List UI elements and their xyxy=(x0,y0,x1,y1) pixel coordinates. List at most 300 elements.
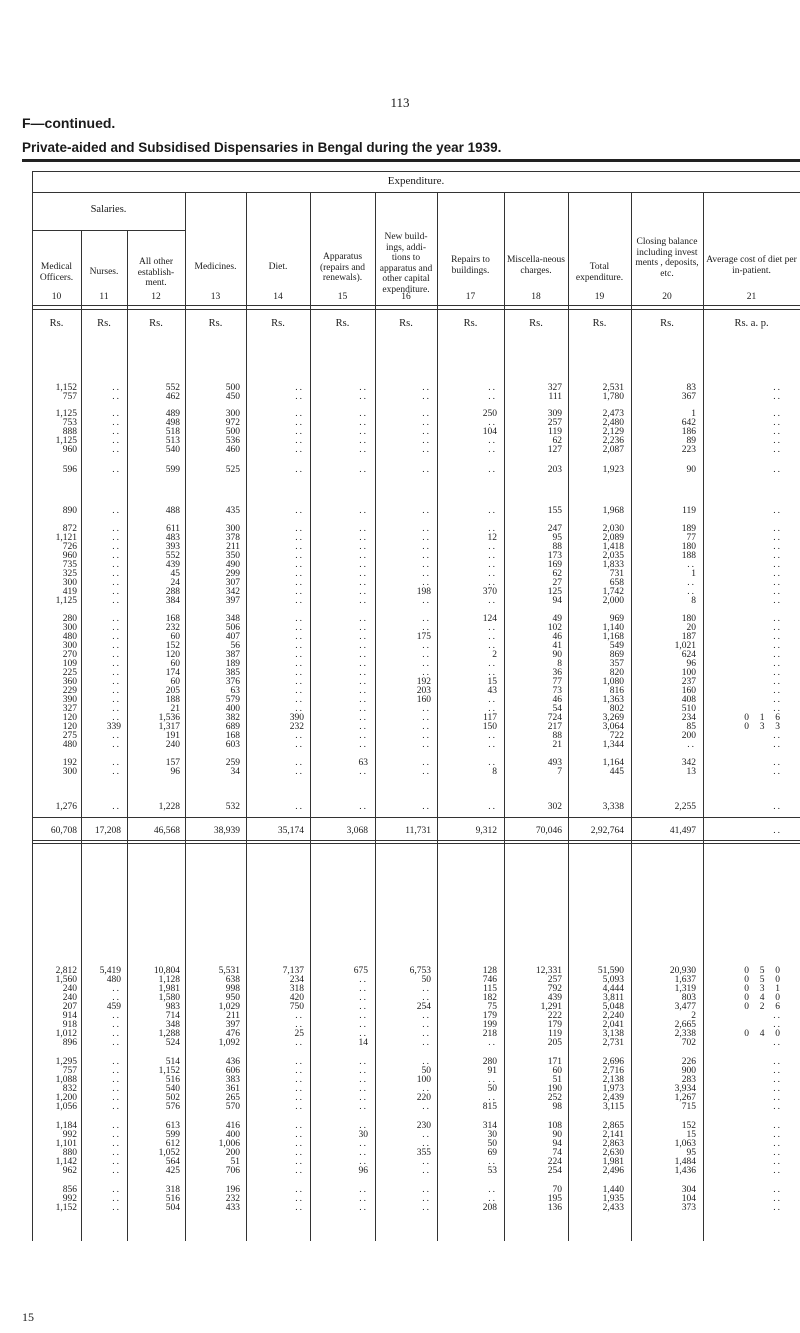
table-cell: 69 xyxy=(487,1148,497,1158)
table-cell: 803 xyxy=(681,993,696,1003)
table-cell: 247 xyxy=(547,524,562,534)
table-cell: 240 xyxy=(62,993,77,1003)
table-cell: .. xyxy=(488,1194,497,1204)
table-cell: 579 xyxy=(225,695,240,705)
table-cell: 355 xyxy=(416,1148,431,1158)
table-cell: 109 xyxy=(62,659,77,669)
table-cell: .. xyxy=(773,1157,782,1167)
table-cell: .. xyxy=(359,418,368,428)
table-cell: .. xyxy=(422,1011,431,1021)
table-cell: .. xyxy=(359,614,368,624)
table-cell: .. xyxy=(359,578,368,588)
table-cell: 998 xyxy=(225,984,240,994)
table-cell: .. xyxy=(488,704,497,714)
table-cell: .. xyxy=(295,1185,304,1195)
table-cell: 435 xyxy=(225,506,240,516)
table-cell: .. xyxy=(422,1139,431,1149)
table-cell: .. xyxy=(112,1029,121,1039)
table-row xyxy=(0,392,800,402)
table-cell: .. xyxy=(112,1194,121,1204)
table-cell: 1,184 xyxy=(55,1121,77,1131)
table-cell: .. xyxy=(488,1038,497,1048)
table-cell: .. xyxy=(359,632,368,642)
table-cell: 3,138 xyxy=(602,1029,624,1039)
table-cell: 1,436 xyxy=(674,1166,696,1176)
table-cell: 816 xyxy=(609,686,624,696)
table-cell: 1,012 xyxy=(55,1029,77,1039)
table-row xyxy=(0,1203,800,1213)
title-rule xyxy=(22,159,800,162)
unit-label: Rs. xyxy=(335,318,350,329)
table-cell: 237 xyxy=(681,677,696,687)
table-cell: .. xyxy=(295,551,304,561)
table-cell: 186 xyxy=(681,427,696,437)
col-number: 21 xyxy=(746,292,757,302)
table-cell: 962 xyxy=(62,1166,77,1176)
table-cell: .. xyxy=(422,1038,431,1048)
table-cell: .. xyxy=(295,542,304,552)
table-cell: 570 xyxy=(225,1102,240,1112)
table-cell: 77 xyxy=(552,677,562,687)
table-cell: 518 xyxy=(165,427,180,437)
table-cell: .. xyxy=(422,993,431,1003)
table-cell: .. xyxy=(773,1093,782,1103)
table-cell: 1,833 xyxy=(602,560,624,570)
table-cell: 1,276 xyxy=(55,802,77,812)
table-cell: .. xyxy=(112,1139,121,1149)
table-cell: 8 xyxy=(691,596,696,606)
table-cell: 150 xyxy=(482,722,497,732)
table-cell: .. xyxy=(359,560,368,570)
table-cell: 95 xyxy=(552,533,562,543)
table-cell: .. xyxy=(488,641,497,651)
table-cell: 9,312 xyxy=(475,826,497,836)
table-cell: 385 xyxy=(225,668,240,678)
table-cell: 85 xyxy=(686,722,696,732)
table-cell: 117 xyxy=(483,713,497,723)
table-cell: .. xyxy=(422,542,431,552)
table-cell: .. xyxy=(295,436,304,446)
table-cell: 168 xyxy=(165,614,180,624)
col-header-repairs: Repairs to buildings. xyxy=(451,255,490,276)
table-cell: 83 xyxy=(686,383,696,393)
table-cell: .. xyxy=(488,569,497,579)
table-cell: .. xyxy=(488,695,497,705)
table-cell: .. xyxy=(295,677,304,687)
table-cell: 0 4 0 xyxy=(744,1029,782,1039)
table-cell: 2,496 xyxy=(602,1166,624,1176)
table-cell: 62 xyxy=(552,569,562,579)
table-cell: .. xyxy=(359,596,368,606)
table-cell: 0 1 6 xyxy=(744,713,782,723)
table-cell: .. xyxy=(359,1066,368,1076)
table-cell: .. xyxy=(112,802,121,812)
table-cell: .. xyxy=(773,767,782,777)
table-cell: 152 xyxy=(165,641,180,651)
table-cell: 223 xyxy=(681,445,696,455)
table-cell: .. xyxy=(112,1130,121,1140)
table-cell: .. xyxy=(359,1075,368,1085)
table-cell: 15 xyxy=(686,1130,696,1140)
table-cell: 2,433 xyxy=(602,1203,624,1213)
table-cell: .. xyxy=(112,686,121,696)
table-cell: 169 xyxy=(547,560,562,570)
table-cell: 46,568 xyxy=(153,826,180,836)
table-cell: 173 xyxy=(547,551,562,561)
table-cell: 211 xyxy=(226,1011,240,1021)
table-cell: 390 xyxy=(62,695,77,705)
col-number: 13 xyxy=(210,292,221,302)
table-cell: 500 xyxy=(225,427,240,437)
table-cell: .. xyxy=(112,1066,121,1076)
table-cell: .. xyxy=(295,1011,304,1021)
table-cell: 1 xyxy=(691,569,696,579)
table-cell: 502 xyxy=(165,1093,180,1103)
table-cell: .. xyxy=(112,614,121,624)
table-row xyxy=(0,767,800,777)
table-cell: 397 xyxy=(225,596,240,606)
table-cell: .. xyxy=(112,533,121,543)
table-cell: .. xyxy=(773,659,782,669)
table-cell: 2,138 xyxy=(602,1075,624,1085)
table-cell: .. xyxy=(359,1194,368,1204)
table-cell: .. xyxy=(295,1148,304,1158)
table-cell: 77 xyxy=(686,533,696,543)
col-header-diet: Diet. xyxy=(268,262,288,272)
table-cell: .. xyxy=(422,1029,431,1039)
table-cell: 88 xyxy=(552,542,562,552)
table-cell: .. xyxy=(422,551,431,561)
table-cell: 382 xyxy=(225,713,240,723)
table-cell: .. xyxy=(359,551,368,561)
table-cell: 300 xyxy=(62,767,77,777)
table-cell: 1,580 xyxy=(158,993,180,1003)
table-cell: 265 xyxy=(225,1093,240,1103)
table-cell: .. xyxy=(773,551,782,561)
table-cell: .. xyxy=(488,1157,497,1167)
table-row xyxy=(0,740,800,750)
table-cell: 270 xyxy=(62,650,77,660)
table-cell: .. xyxy=(112,993,121,1003)
col-number: 18 xyxy=(531,292,541,302)
table-cell: 1,140 xyxy=(602,623,624,633)
table-cell: 232 xyxy=(165,623,180,633)
table-cell: 2,630 xyxy=(602,1148,624,1158)
table-cell: 5,093 xyxy=(602,975,624,985)
table-cell: 100 xyxy=(416,1075,431,1085)
table-cell: .. xyxy=(112,1020,121,1030)
table-cell: 370 xyxy=(482,587,497,597)
table-cell: 1,029 xyxy=(218,1002,240,1012)
table-cell: .. xyxy=(422,418,431,428)
table-cell: .. xyxy=(295,392,304,402)
table-cell: .. xyxy=(359,1203,368,1213)
table-cell: .. xyxy=(359,533,368,543)
table-cell: 179 xyxy=(482,1011,497,1021)
table-cell: .. xyxy=(422,802,431,812)
table-cell: 157 xyxy=(165,758,180,768)
table-cell: 240 xyxy=(62,984,77,994)
table-cell: 104 xyxy=(482,427,497,437)
unit-label: Rs. xyxy=(97,318,111,329)
table-cell: .. xyxy=(773,623,782,633)
table-cell: .. xyxy=(359,993,368,1003)
table-cell: .. xyxy=(422,578,431,588)
table-cell: 1,418 xyxy=(602,542,624,552)
table-cell: .. xyxy=(359,569,368,579)
table-cell: .. xyxy=(295,1166,304,1176)
table-cell: .. xyxy=(488,383,497,393)
table-cell: 339 xyxy=(106,722,121,732)
table-cell: .. xyxy=(773,1102,782,1112)
table-cell: 0 3 1 xyxy=(744,984,782,994)
table-cell: 856 xyxy=(62,1185,77,1195)
table-cell: 500 xyxy=(225,383,240,393)
table-cell: 96 xyxy=(170,767,180,777)
table-cell: 12 xyxy=(487,533,497,543)
table-cell: .. xyxy=(112,1157,121,1167)
table-cell: .. xyxy=(773,650,782,660)
table-cell: 280 xyxy=(62,614,77,624)
table-cell: 111 xyxy=(548,392,562,402)
table-cell: .. xyxy=(359,740,368,750)
table-cell: 38,939 xyxy=(213,826,240,836)
table-cell: .. xyxy=(359,445,368,455)
table-cell: 731 xyxy=(609,569,624,579)
table-cell: .. xyxy=(488,1093,497,1103)
table-cell: .. xyxy=(773,427,782,437)
table-cell: 1,981 xyxy=(602,1157,624,1167)
table-cell: .. xyxy=(295,418,304,428)
table-cell: 90 xyxy=(686,465,696,475)
table-cell: 950 xyxy=(225,993,240,1003)
table-cell: .. xyxy=(773,1066,782,1076)
table-cell: 257 xyxy=(547,975,562,985)
table-cell: 120 xyxy=(62,722,77,732)
table-cell: 992 xyxy=(62,1130,77,1140)
table-cell: 832 xyxy=(62,1084,77,1094)
table-cell: .. xyxy=(773,383,782,393)
table-cell: .. xyxy=(112,641,121,651)
table-cell: .. xyxy=(359,409,368,419)
table-cell: .. xyxy=(359,704,368,714)
table-cell: 3,068 xyxy=(346,826,368,836)
table-cell: 3,477 xyxy=(674,1002,696,1012)
table-cell: .. xyxy=(773,1020,782,1030)
table-cell: 408 xyxy=(681,695,696,705)
table-cell: 304 xyxy=(681,1185,696,1195)
col-number: 14 xyxy=(273,292,283,302)
unit-label: Rs. xyxy=(208,318,223,329)
table-cell: 1,267 xyxy=(674,1093,696,1103)
table-cell: 34 xyxy=(230,767,240,777)
table-cell: 3,934 xyxy=(674,1084,696,1094)
table-cell: 288 xyxy=(165,587,180,597)
table-cell: .. xyxy=(773,524,782,534)
table-cell: 802 xyxy=(609,704,624,714)
table-cell: 387 xyxy=(225,650,240,660)
table-cell: 226 xyxy=(681,1057,696,1067)
col-header-other-establishment: All other establish-ment. xyxy=(137,257,175,288)
table-cell: .. xyxy=(488,596,497,606)
table-cell: .. xyxy=(112,758,121,768)
table-cell: 199 xyxy=(482,1020,497,1030)
table-cell: .. xyxy=(422,506,431,516)
table-cell: 2,030 xyxy=(602,524,624,534)
table-cell: .. xyxy=(773,1038,782,1048)
table-cell: 350 xyxy=(225,551,240,561)
table-cell: 254 xyxy=(547,1166,562,1176)
table-cell: 49 xyxy=(552,614,562,624)
table-cell: 425 xyxy=(165,1166,180,1176)
unit-label: Rs. xyxy=(271,318,285,329)
table-cell: 200 xyxy=(225,1148,240,1158)
table-cell: .. xyxy=(295,1084,304,1094)
table-cell: 2,665 xyxy=(674,1020,696,1030)
table-cell: 325 xyxy=(62,569,77,579)
table-cell: .. xyxy=(773,826,782,836)
table-cell: 62 xyxy=(552,436,562,446)
table-cell: 300 xyxy=(225,409,240,419)
table-cell: .. xyxy=(687,560,696,570)
table-cell: 35,174 xyxy=(277,826,304,836)
table-cell: 280 xyxy=(482,1057,497,1067)
table-cell: .. xyxy=(359,668,368,678)
table-cell: 3,269 xyxy=(602,713,624,723)
unit-label: Rs. a. p. xyxy=(734,318,769,329)
table-cell: 300 xyxy=(62,623,77,633)
table-cell: .. xyxy=(112,1185,121,1195)
table-cell: 30 xyxy=(487,1130,497,1140)
table-cell: 1,152 xyxy=(158,1066,180,1076)
table-cell: 46 xyxy=(552,632,562,642)
table-cell: 611 xyxy=(166,524,180,534)
table-cell: 1,052 xyxy=(158,1148,180,1158)
table-cell: 2,92,764 xyxy=(590,826,624,836)
table-cell: .. xyxy=(422,533,431,543)
table-cell: .. xyxy=(422,409,431,419)
table-cell: 155 xyxy=(547,506,562,516)
table-cell: 174 xyxy=(165,668,180,678)
table-cell: .. xyxy=(422,1203,431,1213)
table-cell: 2,863 xyxy=(602,1139,624,1149)
table-cell: 969 xyxy=(609,614,624,624)
table-cell: 96 xyxy=(358,1166,368,1176)
table-cell: 314 xyxy=(482,1121,497,1131)
table-cell: .. xyxy=(422,445,431,455)
table-cell: 735 xyxy=(62,560,77,570)
table-cell: 1,288 xyxy=(158,1029,180,1039)
table-cell: 525 xyxy=(225,465,240,475)
table-cell: .. xyxy=(295,686,304,696)
table-cell: .. xyxy=(112,569,121,579)
table-cell: .. xyxy=(773,533,782,543)
table-cell: 192 xyxy=(416,677,431,687)
table-cell: .. xyxy=(359,650,368,660)
table-cell: 361 xyxy=(225,1084,240,1094)
table-cell: 45 xyxy=(170,569,180,579)
expenditure-header: Expenditure. xyxy=(387,175,445,187)
table-cell: .. xyxy=(422,1157,431,1167)
table-cell: 2,716 xyxy=(602,1066,624,1076)
table-cell: 191 xyxy=(165,731,180,741)
table-cell: 564 xyxy=(165,1157,180,1167)
table-cell: 1,125 xyxy=(55,596,77,606)
table-cell: .. xyxy=(359,383,368,393)
unit-label: Rs. xyxy=(592,318,607,329)
table-cell: 914 xyxy=(62,1011,77,1021)
table-cell: .. xyxy=(687,587,696,597)
table-cell: .. xyxy=(112,1148,121,1158)
table-cell: .. xyxy=(295,695,304,705)
table-cell: 2,812 xyxy=(55,966,77,976)
table-cell: 56 xyxy=(230,641,240,651)
table-cell: 400 xyxy=(225,704,240,714)
table-cell: .. xyxy=(295,1130,304,1140)
table-cell: .. xyxy=(488,551,497,561)
table-cell: 20 xyxy=(686,623,696,633)
table-cell: 367 xyxy=(681,392,696,402)
table-cell: 224 xyxy=(547,1157,562,1167)
col-header-medicines: Medicines. xyxy=(194,262,237,272)
table-cell: 490 xyxy=(225,560,240,570)
table-cell: 890 xyxy=(62,506,77,516)
table-cell: 51 xyxy=(552,1075,562,1085)
table-cell: .. xyxy=(359,802,368,812)
table-cell: 342 xyxy=(681,758,696,768)
table-cell: .. xyxy=(773,1185,782,1195)
table-cell: 300 xyxy=(62,578,77,588)
table-cell: 1,128 xyxy=(158,975,180,985)
table-cell: 128 xyxy=(482,966,497,976)
table-cell: 27 xyxy=(552,578,562,588)
table-row xyxy=(0,1166,800,1176)
table-cell: 342 xyxy=(225,587,240,597)
table-cell: 1,092 xyxy=(218,1038,240,1048)
table-cell: 1,484 xyxy=(674,1157,696,1167)
table-cell: .. xyxy=(773,1166,782,1176)
table-cell: .. xyxy=(295,569,304,579)
table-cell: .. xyxy=(773,1057,782,1067)
table-cell: 1,973 xyxy=(602,1084,624,1094)
table-cell: .. xyxy=(422,767,431,777)
table-cell: .. xyxy=(295,1057,304,1067)
table-cell: 2,865 xyxy=(602,1121,624,1131)
table-cell: 348 xyxy=(165,1020,180,1030)
table-cell: 1,080 xyxy=(602,677,624,687)
table-cell: 254 xyxy=(416,1002,431,1012)
table-cell: 234 xyxy=(681,713,696,723)
table-cell: 24 xyxy=(170,578,180,588)
table-cell: 182 xyxy=(482,993,497,1003)
col-number: 11 xyxy=(99,292,109,302)
table-cell: 2,236 xyxy=(602,436,624,446)
table-cell: .. xyxy=(773,677,782,687)
table-cell: .. xyxy=(295,1203,304,1213)
table-cell: 960 xyxy=(62,445,77,455)
table-cell: 1,317 xyxy=(158,722,180,732)
table-cell: 378 xyxy=(225,533,240,543)
table-cell: .. xyxy=(488,1075,497,1085)
table-cell: 532 xyxy=(225,802,240,812)
table-cell: 357 xyxy=(609,659,624,669)
table-cell: .. xyxy=(112,1093,121,1103)
table-cell: 127 xyxy=(547,445,562,455)
table-cell: .. xyxy=(773,731,782,741)
table-cell: 104 xyxy=(681,1194,696,1204)
table-cell: 300 xyxy=(225,524,240,534)
unit-label: Rs. xyxy=(149,318,163,329)
